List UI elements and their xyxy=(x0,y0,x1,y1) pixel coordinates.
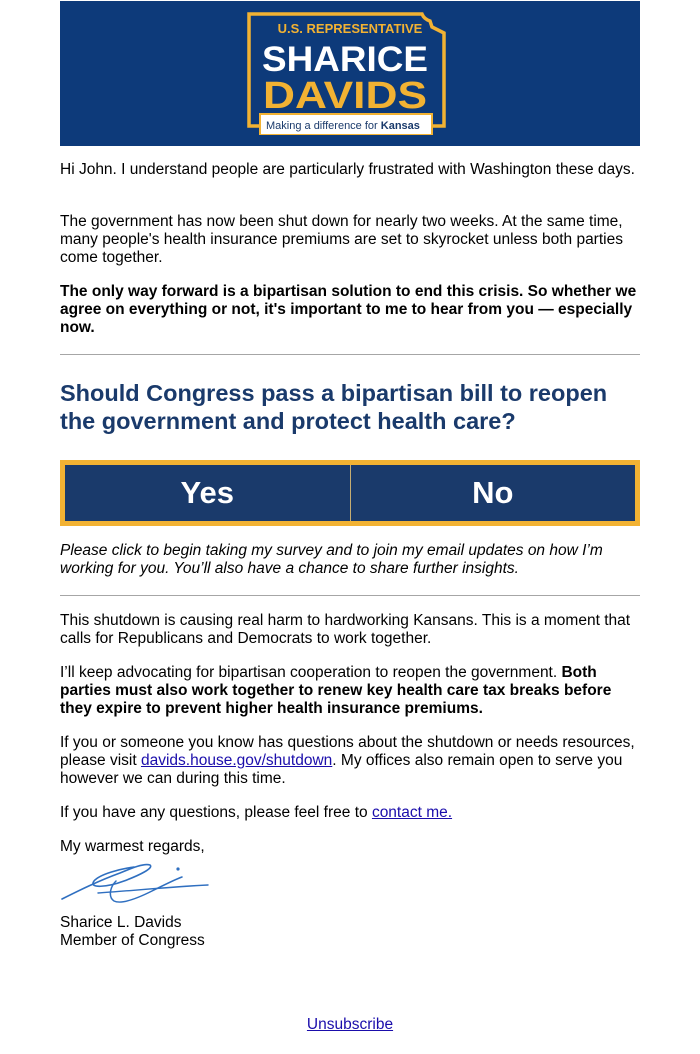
logo-line2: SHARICE xyxy=(262,40,428,79)
divider xyxy=(60,595,640,596)
signer-name: Sharice L. Davids xyxy=(60,914,182,931)
survey-question: Should Congress pass a bipartisan bill to reopen the government and protect health care? xyxy=(60,380,608,434)
greeting-paragraph: Hi John. I understand people are particularly frustrated with Washington these days. xyxy=(60,161,635,178)
logo-tagline: Making a difference for Kansas xyxy=(266,120,420,132)
survey-note: Please click to begin taking my survey and to join my email updates on how I’m working for you. You’ll also have a chance to share further insights. xyxy=(60,542,603,577)
closing-line: My warmest regards, xyxy=(60,838,205,855)
divider xyxy=(60,354,640,355)
unsubscribe-container xyxy=(0,1016,700,1034)
advocacy-bold-text: Both parties must also work together to renew key health care tax breaks before they expire to prevent higher health insurance premiums. xyxy=(60,664,612,717)
resources-text-after: . My offices also remain open to serve you however we can during this time. xyxy=(60,752,623,787)
resources-text-before: If you or someone you know has questions about the shutdown or needs resources, please visit xyxy=(60,734,635,769)
logo-line3: DAVIDS xyxy=(263,75,427,117)
contact-link[interactable]: contact me. xyxy=(371,804,453,821)
logo-line1: U.S. REPRESENTATIVE xyxy=(277,21,423,36)
shutdown-link[interactable]: davids.house.gov/shutdown xyxy=(140,752,333,769)
no-button[interactable]: No xyxy=(472,475,514,510)
contact-text: If you have any questions, please feel free to xyxy=(60,804,372,821)
header-banner xyxy=(60,1,640,146)
kansas-logo xyxy=(246,11,454,135)
signature-image xyxy=(58,857,213,915)
advocacy-text: I’ll keep advocating for bipartisan cooperation to reopen the government. xyxy=(60,664,562,681)
advocacy-paragraph xyxy=(60,664,640,718)
contact-paragraph xyxy=(60,804,640,822)
survey-buttons xyxy=(60,460,640,526)
harm-paragraph: This shutdown is causing real harm to hardworking Kansans. This is a moment that calls for Republicans and Democrats to work together. xyxy=(60,612,631,647)
bipartisan-paragraph: The only way forward is a bipartisan solution to end this crisis. So whether we agree on everything or not, it's important to me to hear from you — especially now. xyxy=(60,283,637,336)
yes-button[interactable]: Yes xyxy=(65,465,351,521)
resources-paragraph xyxy=(60,734,640,788)
signer-title: Member of Congress xyxy=(60,932,205,949)
shutdown-paragraph: The government has now been shut down for nearly two weeks. At the same time, many people's health insurance premiums are set to skyrocket unless both parties come together. xyxy=(60,213,623,266)
unsubscribe-link[interactable]: Unsubscribe xyxy=(306,1016,394,1033)
